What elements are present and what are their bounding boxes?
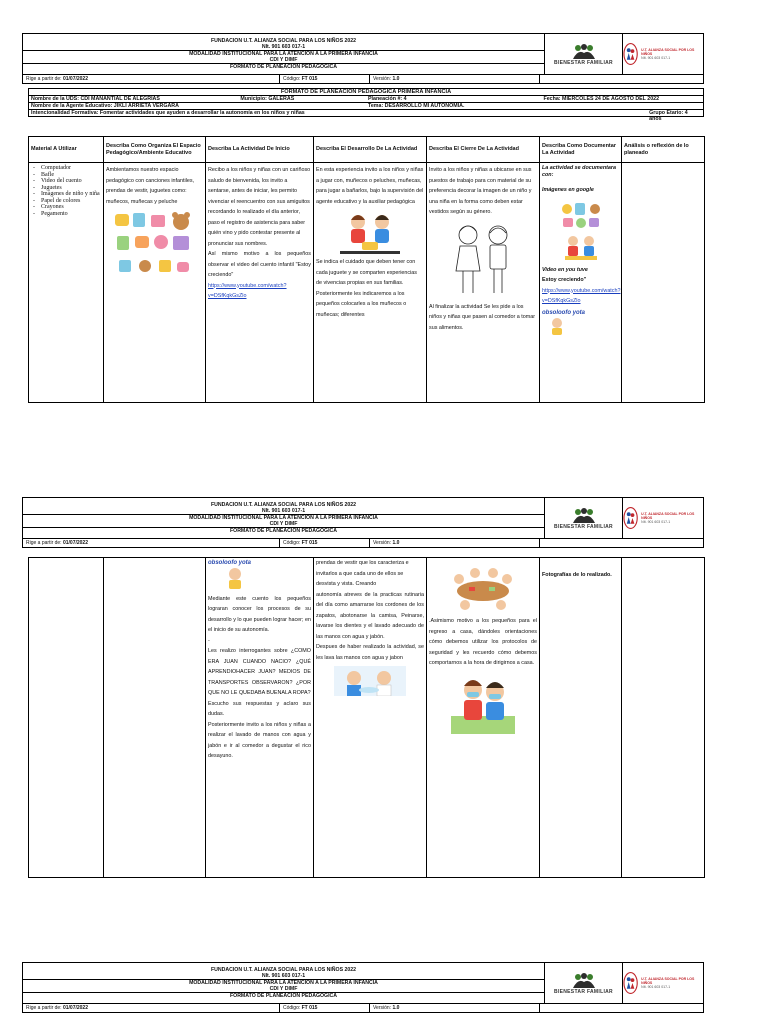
- list-item: - Computador: [31, 165, 101, 172]
- espacio-cell: Ambientamos nuestro espacio pedagógico con canciones infantiles, prendas de vestir, juguetes como: muñecos, muñecas y peluche: [104, 163, 206, 403]
- list-item: - Papel de colores: [31, 198, 101, 205]
- document-header: FUNDACION U.T. ALIANZA SOCIAL PARA LOS NIÑOS 2022 NIt. 901 603 017-1 MODALIDAD INSTITUCIONAL PARA LA ATENCION A LA PRIMERA INFANCIA CDI Y DIMF FORMATO DE PLANEACION PEDAGOGICA BIENESTAR FAMILIAR U.T. ALIANZA SOCIAL POR LOS NIÑOS NIt. 901 603 017-1: [22, 962, 704, 1004]
- list-item: - Video del cuento: [31, 178, 101, 185]
- children-masks-image: [451, 672, 515, 734]
- page-1: [22, 33, 704, 84]
- documentar-cell: Fotografías de lo realizado.: [540, 558, 622, 878]
- header-nit: NIt. 901 603 017-1: [261, 44, 306, 50]
- analisis-cell: [622, 558, 705, 878]
- document-meta-row: Rige a partir de: 01/07/2022 Código: FT 015 Versión: 1.0: [22, 539, 704, 548]
- sticker-title: obsoloofo yota: [542, 309, 585, 316]
- header-cdi: CDI Y DIMF: [269, 57, 298, 63]
- bienestar-familiar-logo: BIENESTAR FAMILIAR: [545, 34, 623, 74]
- toys-clothes-image: [111, 210, 199, 280]
- col-documentar: Describa Como Documentar La Actividad: [540, 137, 622, 163]
- list-item: - Juguetes: [31, 185, 101, 192]
- document-meta-row: Rige a partir de: 01/07/2022 Código: FT 015 Versión: 1.0: [22, 75, 704, 84]
- header-foundation: FUNDACION U.T. ALIANZA SOCIAL PARA LOS NIÑOS 2022: [210, 38, 357, 44]
- documentar-cell: La actividad se documentara con: Imágenes en google Video en you tuve Estoy creciendo" https://www.youtube.com/watch?v=DSfKqkGsZlo obsoloofo yota: [540, 163, 622, 403]
- materials-cell: [29, 163, 104, 403]
- desarrollo-cell: prendas de vestir que los caracteriza e invitarlos a que cada uno de ellos se desvista y vista. Creando autonomía atreves de la practicas rutinaria del día como amarrarse los cordones de los zapatos, abotonarse la camisa, Peinarse, lavarse los dientes y el lavado adecuado de las manos con agua y jabón. Despues de haber realizado la actividad, se les lava las manos con agua y jabon: [314, 558, 427, 878]
- info-row-1: Nombre de la UDS: CDI MANANTIAL DE ALEGRIAS Municipio: GALERAS Planeación #: 4 Fecha: MIERCOLES 24 DE AGOSTO DEL 2022: [28, 96, 704, 103]
- table-row: [29, 163, 705, 403]
- toys-image: [559, 199, 603, 229]
- children-bath-image: [559, 232, 603, 262]
- page-3: [22, 962, 704, 1013]
- children-playing-image: [340, 210, 400, 254]
- table-header-row: [29, 137, 705, 163]
- document-meta-row: Rige a partir de: 01/07/2022 Código: FT 015 Versión: 1.0: [22, 1004, 704, 1013]
- analisis-cell: [622, 163, 705, 403]
- sticker-title: obsoloofo yota: [208, 560, 251, 566]
- list-item: - Imágenes de niño y niña: [31, 191, 101, 198]
- document-header: FUNDACION U.T. ALIANZA SOCIAL PARA LOS NIÑOS 2022 NIt. 901 603 017-1 MODALIDAD INSTITUCIONAL PARA LA ATENCION A LA PRIMERA INFANCIA CDI Y DIMF FORMATO DE PLANEACION PEDAGOGICA BIENESTAR FAMILIAR U.T. ALIANZA SOCIAL POR LOS NIÑOS NIt. 901 603 017-1: [22, 497, 704, 539]
- cierre-cell: .Asimismo motivo a los pequeños para el regreso a casa, dándoles orientaciones cómo debemos utilizar los protocolos de seguridad y les recuerdo cómo debemos comportarnos a la hora de dirigirnos a casa.: [427, 558, 540, 878]
- header-modality: MODALIDAD INSTITUCIONAL PARA LA ATENCION A LA PRIMERA INFANCIA: [23, 50, 544, 57]
- list-item: - Bafle: [31, 172, 101, 179]
- list-item: - Pegamento: [31, 211, 101, 218]
- family-icon: [569, 507, 599, 525]
- child-sticker-image: [542, 317, 572, 335]
- col-cierre: Describa El Cierre De La Actividad: [427, 137, 540, 163]
- family-icon: [569, 43, 599, 61]
- inicio-cell: Recibo a los niños y niñas con un cariñoso saludo de bienvenida, los invito a sentarse, antes de iniciar, les permito vivenciar el reencuentro con sus amiguitos recordando lo realizado el día anterior, paso el registro de asistencia para saber quién vino y pido contestar presente al pronunciar sus nombres. Así mismo motivo a los pequeños observar el video del cuento infantil "Estoy creciendo" https://www.youtube.com/watch?v=DSfKqkGsZlo: [206, 163, 314, 403]
- desarrollo-cell: En esta experiencia invito a los niños y niñas a jugar con, muñecos o peluches, muñecas, para jugar a bañarlos, bajo la supervisión del agente educativo y la auxiliar pedagógica Se indica el cuidado que deben tener con cada juguete y se comparten experiencias de vivencias propias en sus familias. Posteriormente les indicaremos a los pequeños colocarles a los muñecos o muñecas; diferentes: [314, 163, 427, 403]
- planning-table-page-1: [28, 136, 705, 403]
- bienestar-familiar-logo: BIENESTAR FAMILIAR: [545, 498, 623, 538]
- info-row-2: Nombre de la Agente Educativo: JIKLI ARRIETA VERGARA Tema: DESARROLLO MI AUTONOMIA.: [28, 103, 704, 110]
- col-desarrollo: Describa El Desarrollo De La Actividad: [314, 137, 427, 163]
- boy-girl-outline-image: [450, 221, 516, 299]
- cierre-cell: Invito a los niños y niñas a ubicarse en sus puestos de trabajo para con material de su preferencia decorar la imagen de un niño y una niña en la forma como deben estar vestidos según su género. Al finalizar la actividad Se les pide a los niños y niñas que pasen al comedor a tomar sus alimentos.: [427, 163, 540, 403]
- col-material: Material A Utilizar: [29, 137, 104, 163]
- bienestar-familiar-logo: BIENESTAR FAMILIAR: [545, 963, 623, 1003]
- table-row: [29, 558, 705, 878]
- alianza-social-logo: U.T. ALIANZA SOCIAL POR LOS NIÑOS NIt. 901 603 017-1: [623, 963, 703, 1003]
- col-espacio: Describa Como Organiza El Espacio Pedagógico/Ambiente Educativo: [104, 137, 206, 163]
- family-icon: [569, 972, 599, 990]
- youtube-link[interactable]: https://www.youtube.com/watch?v=DSfKqkGsZlo: [208, 282, 287, 299]
- list-item: - Crayones: [31, 204, 101, 211]
- children-emblem-icon: [623, 971, 638, 995]
- col-inicio: Describa La Actividad De Inicio: [206, 137, 314, 163]
- youtube-link-doc[interactable]: https://www.youtube.com/watch?v=DSfKqkGsZlo: [542, 287, 621, 304]
- children-table-image: [445, 563, 521, 613]
- child-sticker-image: [218, 567, 252, 589]
- children-emblem-icon: [623, 506, 638, 530]
- alianza-social-logo: U.T. ALIANZA SOCIAL POR LOS NIÑOS NIt. 901 603 017-1: [623, 498, 703, 538]
- col-analisis: Análisis o reflexión de lo planeado: [622, 137, 705, 163]
- planning-table-page-2: [28, 557, 705, 878]
- page-2: [22, 497, 704, 548]
- children-emblem-icon: [623, 42, 638, 66]
- form-info-block: [22, 88, 704, 122]
- form-title: FORMATO DE PLANEACION PEDAGOGICA PRIMERA INFANCIA: [28, 88, 704, 96]
- document-header: [22, 33, 704, 75]
- handwashing-image: [334, 666, 406, 696]
- materials-list: [31, 165, 101, 217]
- inicio-cell: obsoloofo yota Mediante este cuento los pequeños lograran conocer los procesos de su desarrollo y lo que pueden lograr hacer; en el inicio de su autonomía. - Les realizo interrogantes sobre ¿COMO ERA JUAN CUANDO NACIO? ¿QUÉ APRENDIOHACER JUAN? MEDIOS DE TRANSPORTES OBSERVARON? ¿POR QUE NO LE QUEDABA BUENALA ROPA? Escucho sus respuestas y aclaro sus dudas. Posteriormente invito a los niños y niñas a realizar el lavado de manos con agua y jabón e ir al comedor a degustar el rico desayuno.: [206, 558, 314, 878]
- header-format: FORMATO DE PLANEACION PEDAGOGICA: [23, 63, 544, 70]
- alianza-social-logo: U.T. ALIANZA SOCIAL POR LOS NIÑOS NIt. 901 603 017-1: [623, 34, 703, 74]
- info-row-3: Intencionalidad Formativa: Fomentar actividades que ayuden a desarrollar la autonomía en los niños y niñas Grupo Etario: 4 años: [28, 110, 704, 117]
